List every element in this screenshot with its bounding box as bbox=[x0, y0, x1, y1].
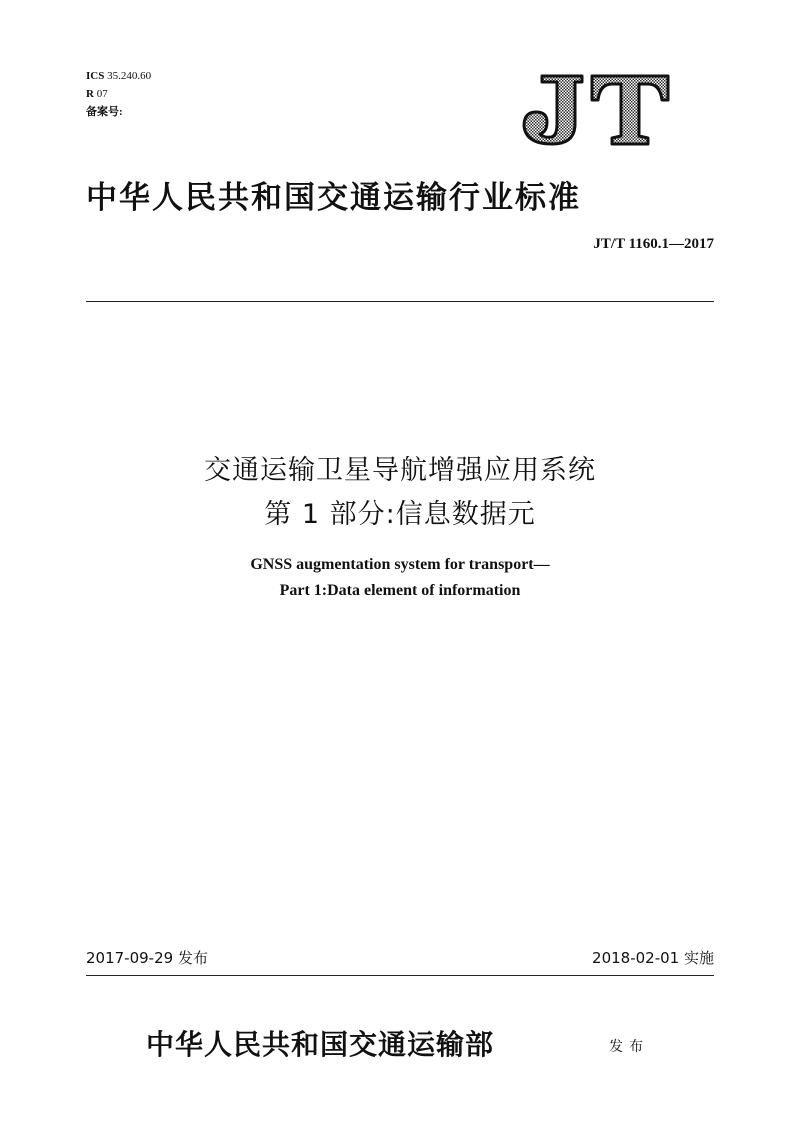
ics-line bbox=[86, 67, 151, 85]
record-number-line bbox=[86, 103, 151, 121]
ics-label: ICS bbox=[86, 70, 105, 82]
issue-date: 2017-09-29 发布 bbox=[86, 949, 208, 967]
standard-number: JT/T 1160.1—2017 bbox=[593, 236, 714, 252]
top-divider bbox=[86, 301, 714, 302]
chinese-title-line-2: 第 1 部分:信息数据元 bbox=[264, 499, 536, 530]
bottom-divider bbox=[86, 975, 714, 976]
publish-action: 发布 bbox=[609, 1039, 649, 1055]
r-label: R bbox=[86, 88, 94, 100]
english-title-line-1: GNSS augmentation system for transport— bbox=[250, 556, 550, 573]
classification-block bbox=[86, 67, 151, 121]
r-value: 07 bbox=[96, 88, 108, 100]
r-line bbox=[86, 85, 151, 103]
record-label: 备案号: bbox=[86, 106, 123, 118]
ics-value: 35.240.60 bbox=[107, 70, 152, 82]
chinese-title-line-1: 交通运输卫星导航增强应用系统 bbox=[204, 455, 596, 486]
jt-logo bbox=[520, 74, 670, 146]
standard-category-title: 中华人民共和国交通运输行业标准 bbox=[86, 180, 581, 216]
implementation-date: 2018-02-01 实施 bbox=[592, 949, 714, 967]
english-title-line-2: Part 1:Data element of information bbox=[279, 582, 521, 599]
publisher-name: 中华人民共和国交通运输部 bbox=[146, 1028, 495, 1061]
